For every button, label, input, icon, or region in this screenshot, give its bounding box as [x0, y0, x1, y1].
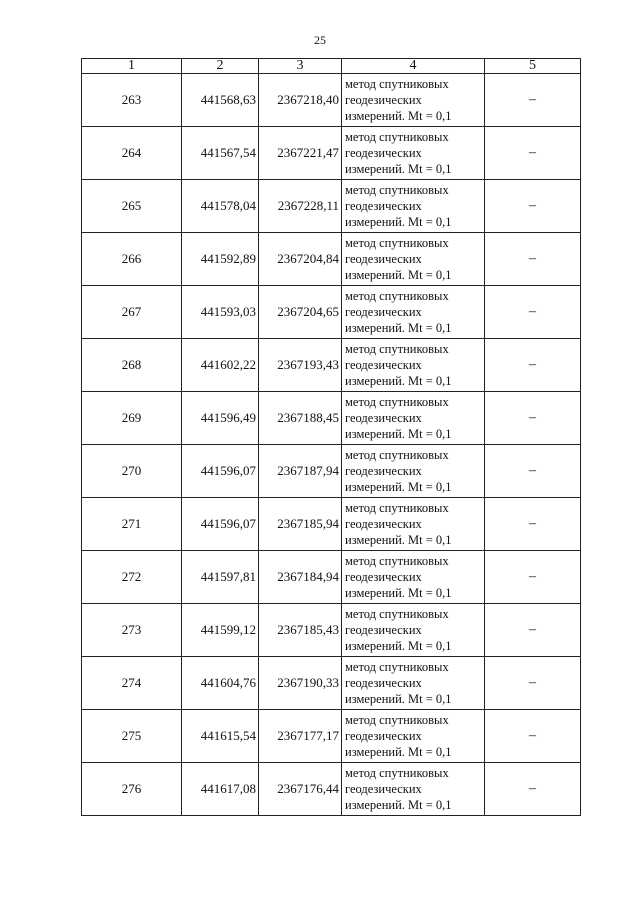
method-line: геодезических: [345, 623, 422, 637]
method-line: измерений. Mt = 0,1: [345, 586, 452, 600]
note-cell: –: [485, 74, 581, 127]
method-cell: [342, 763, 485, 816]
table-row: [82, 286, 581, 339]
header-row: [82, 59, 581, 74]
method-line: измерений. Mt = 0,1: [345, 692, 452, 706]
y-coordinate-cell: 2367190,33: [259, 657, 342, 710]
table-row: [82, 710, 581, 763]
x-coordinate-cell: 441597,81: [182, 551, 259, 604]
x-coordinate-cell: 441593,03: [182, 286, 259, 339]
table-row: [82, 233, 581, 286]
x-coordinate-cell: 441599,12: [182, 604, 259, 657]
table-row: [82, 392, 581, 445]
method-line: геодезических: [345, 411, 422, 425]
page-number: 25: [314, 33, 326, 47]
note-cell: –: [485, 339, 581, 392]
x-coordinate-cell: 441568,63: [182, 74, 259, 127]
note-cell: –: [485, 763, 581, 816]
method-line: геодезических: [345, 252, 422, 266]
x-coordinate-cell: 441578,04: [182, 180, 259, 233]
method-cell: [342, 445, 485, 498]
point-number-cell: 266: [82, 233, 182, 286]
method-line: геодезических: [345, 676, 422, 690]
method-cell: [342, 604, 485, 657]
table-row: [82, 604, 581, 657]
method-line: измерений. Mt = 0,1: [345, 639, 452, 653]
method-line: измерений. Mt = 0,1: [345, 215, 452, 229]
table-row: [82, 339, 581, 392]
point-number-cell: 273: [82, 604, 182, 657]
point-number-cell: 264: [82, 127, 182, 180]
y-coordinate-cell: 2367193,43: [259, 339, 342, 392]
method-line: метод спутниковых: [345, 236, 449, 250]
method-line: геодезических: [345, 729, 422, 743]
table-row: [82, 180, 581, 233]
note-cell: –: [485, 392, 581, 445]
note-cell: –: [485, 498, 581, 551]
y-coordinate-cell: 2367218,40: [259, 74, 342, 127]
method-cell: [342, 392, 485, 445]
y-coordinate-cell: 2367184,94: [259, 551, 342, 604]
method-line: геодезических: [345, 464, 422, 478]
method-cell: [342, 286, 485, 339]
method-cell: [342, 127, 485, 180]
x-coordinate-cell: 441596,07: [182, 445, 259, 498]
y-coordinate-cell: 2367204,84: [259, 233, 342, 286]
y-coordinate-cell: 2367188,45: [259, 392, 342, 445]
method-line: измерений. Mt = 0,1: [345, 798, 452, 812]
y-coordinate-cell: 2367187,94: [259, 445, 342, 498]
table-row: [82, 498, 581, 551]
point-number-cell: 265: [82, 180, 182, 233]
method-line: метод спутниковых: [345, 607, 449, 621]
table-row: [82, 763, 581, 816]
note-cell: –: [485, 445, 581, 498]
method-line: метод спутниковых: [345, 554, 449, 568]
method-line: геодезических: [345, 305, 422, 319]
method-line: измерений. Mt = 0,1: [345, 745, 452, 759]
table-row: [82, 551, 581, 604]
method-line: измерений. Mt = 0,1: [345, 109, 452, 123]
x-coordinate-cell: 441602,22: [182, 339, 259, 392]
point-number-cell: 269: [82, 392, 182, 445]
table-body: [82, 74, 581, 816]
note-cell: –: [485, 604, 581, 657]
method-line: геодезических: [345, 358, 422, 372]
method-line: измерений. Mt = 0,1: [345, 268, 452, 282]
method-line: метод спутниковых: [345, 183, 449, 197]
method-cell: [342, 498, 485, 551]
point-number-cell: 271: [82, 498, 182, 551]
method-cell: [342, 339, 485, 392]
method-line: измерений. Mt = 0,1: [345, 427, 452, 441]
method-line: метод спутниковых: [345, 766, 449, 780]
note-cell: –: [485, 657, 581, 710]
method-line: метод спутниковых: [345, 395, 449, 409]
coordinates-table: [81, 58, 581, 816]
x-coordinate-cell: 441596,07: [182, 498, 259, 551]
method-cell: [342, 180, 485, 233]
point-number-cell: 274: [82, 657, 182, 710]
method-cell: [342, 551, 485, 604]
method-line: измерений. Mt = 0,1: [345, 480, 452, 494]
y-coordinate-cell: 2367185,94: [259, 498, 342, 551]
method-line: геодезических: [345, 93, 422, 107]
method-line: измерений. Mt = 0,1: [345, 374, 452, 388]
column-header-2: 2: [182, 59, 259, 74]
y-coordinate-cell: 2367185,43: [259, 604, 342, 657]
method-line: метод спутниковых: [345, 130, 449, 144]
y-coordinate-cell: 2367204,65: [259, 286, 342, 339]
x-coordinate-cell: 441596,49: [182, 392, 259, 445]
method-line: геодезических: [345, 517, 422, 531]
method-line: геодезических: [345, 146, 422, 160]
method-line: метод спутниковых: [345, 77, 449, 91]
method-line: геодезических: [345, 570, 422, 584]
column-header-1: 1: [82, 59, 182, 74]
method-cell: [342, 74, 485, 127]
x-coordinate-cell: 441604,76: [182, 657, 259, 710]
method-line: измерений. Mt = 0,1: [345, 162, 452, 176]
method-line: измерений. Mt = 0,1: [345, 321, 452, 335]
note-cell: –: [485, 710, 581, 763]
note-cell: –: [485, 127, 581, 180]
y-coordinate-cell: 2367228,11: [259, 180, 342, 233]
table-row: [82, 127, 581, 180]
method-line: метод спутниковых: [345, 342, 449, 356]
method-cell: [342, 710, 485, 763]
method-line: метод спутниковых: [345, 660, 449, 674]
point-number-cell: 270: [82, 445, 182, 498]
x-coordinate-cell: 441615,54: [182, 710, 259, 763]
method-cell: [342, 233, 485, 286]
column-header-4: 4: [342, 59, 485, 74]
method-line: метод спутниковых: [345, 713, 449, 727]
method-line: метод спутниковых: [345, 289, 449, 303]
method-line: геодезических: [345, 782, 422, 796]
table-row: [82, 74, 581, 127]
y-coordinate-cell: 2367177,17: [259, 710, 342, 763]
y-coordinate-cell: 2367221,47: [259, 127, 342, 180]
table-row: [82, 445, 581, 498]
x-coordinate-cell: 441617,08: [182, 763, 259, 816]
y-coordinate-cell: 2367176,44: [259, 763, 342, 816]
point-number-cell: 276: [82, 763, 182, 816]
point-number-cell: 267: [82, 286, 182, 339]
point-number-cell: 272: [82, 551, 182, 604]
point-number-cell: 268: [82, 339, 182, 392]
column-header-5: 5: [485, 59, 581, 74]
note-cell: –: [485, 286, 581, 339]
table-row: [82, 657, 581, 710]
method-line: метод спутниковых: [345, 501, 449, 515]
point-number-cell: 263: [82, 74, 182, 127]
note-cell: –: [485, 180, 581, 233]
method-line: метод спутниковых: [345, 448, 449, 462]
x-coordinate-cell: 441567,54: [182, 127, 259, 180]
method-line: измерений. Mt = 0,1: [345, 533, 452, 547]
point-number-cell: 275: [82, 710, 182, 763]
x-coordinate-cell: 441592,89: [182, 233, 259, 286]
table-header: [82, 59, 581, 74]
column-header-3: 3: [259, 59, 342, 74]
note-cell: –: [485, 233, 581, 286]
method-cell: [342, 657, 485, 710]
note-cell: –: [485, 551, 581, 604]
method-line: геодезических: [345, 199, 422, 213]
